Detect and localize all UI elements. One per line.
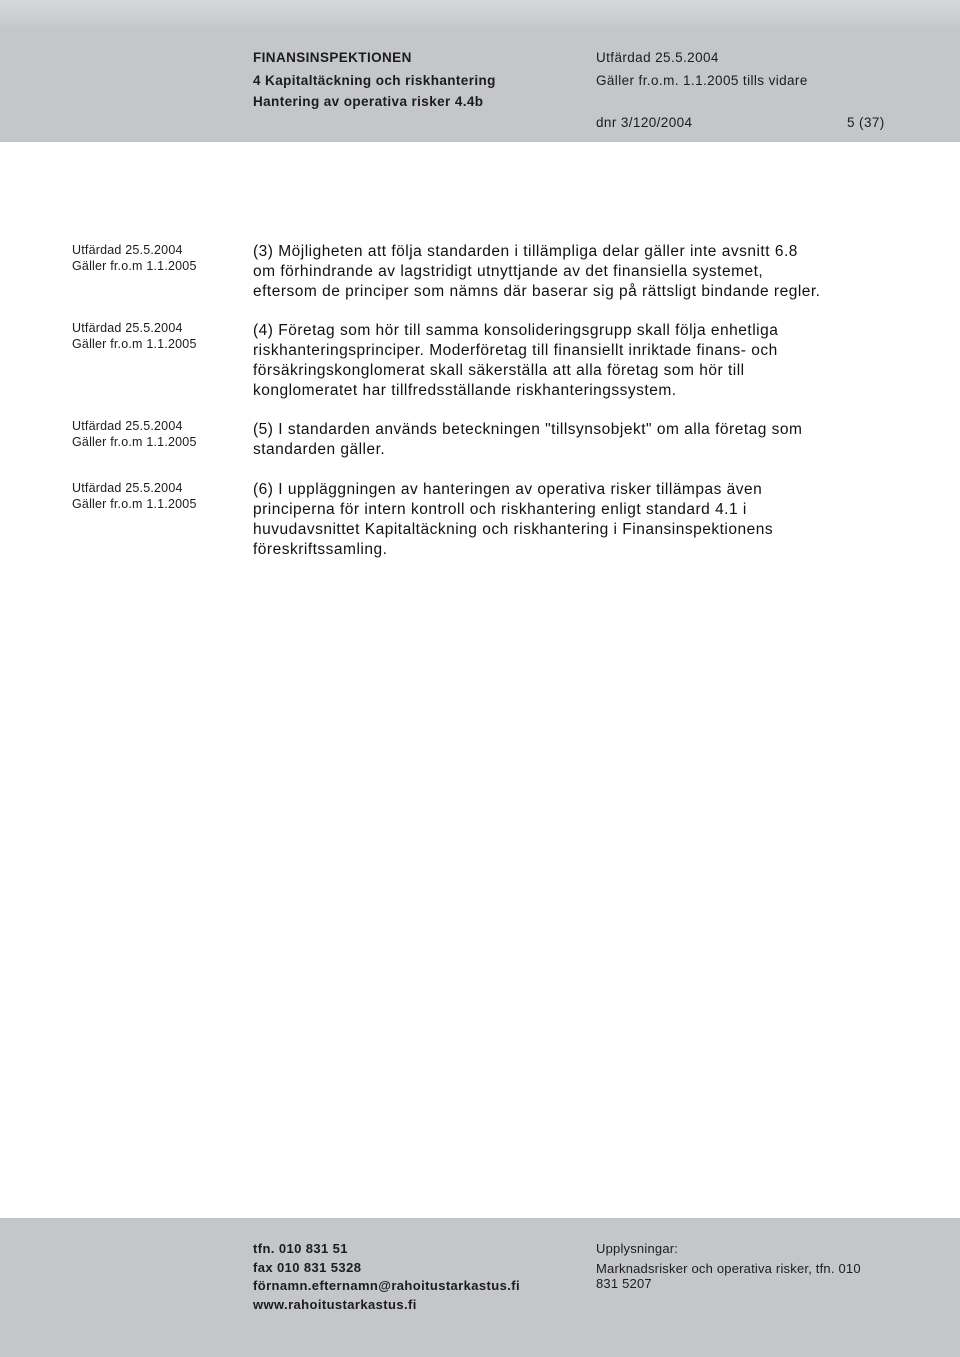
paragraph-6 bbox=[253, 480, 873, 560]
footer-info-label: Upplysningar: bbox=[596, 1241, 679, 1256]
header-org: FINANSINSPEKTIONEN bbox=[253, 50, 412, 65]
paragraph-line: om förhindrande av lagstridigt utnyttjande av det finansiella systemet, bbox=[253, 263, 764, 280]
margin-note bbox=[72, 418, 197, 450]
header-valid: Gäller fr.o.m. 1.1.2005 tills vidare bbox=[596, 73, 808, 88]
margin-note bbox=[72, 242, 197, 274]
margin-note-valid: Gäller fr.o.m 1.1.2005 bbox=[72, 337, 197, 351]
header-issued: Utfärdad 25.5.2004 bbox=[596, 50, 719, 65]
paragraph-line: standarden gäller. bbox=[253, 441, 386, 458]
margin-note-valid: Gäller fr.o.m 1.1.2005 bbox=[72, 435, 197, 449]
paragraph-line: eftersom de principer som nämns där baserar sig på rättsligt bindande regler. bbox=[253, 283, 821, 300]
margin-note-issued: Utfärdad 25.5.2004 bbox=[72, 321, 183, 335]
paragraph-line: huvudavsnittet Kapitaltäckning och riskhantering i Finansinspektionens bbox=[253, 521, 774, 538]
paragraph-line: försäkringskonglomerat skall säkerställa att alla företag som hör till bbox=[253, 362, 745, 379]
paragraph-line: (3) Möjligheten att följa standarden i tillämpliga delar gäller inte avsnitt 6.8 bbox=[253, 243, 798, 260]
page-footer bbox=[0, 1218, 960, 1357]
margin-note bbox=[72, 480, 197, 512]
paragraph-line: konglomeratet har tillfredsställande riskhanteringssystem. bbox=[253, 382, 677, 399]
footer-phone: tfn. 010 831 51 bbox=[253, 1241, 348, 1256]
header-page-number: 5 (37) bbox=[847, 115, 885, 130]
paragraph-3 bbox=[253, 242, 873, 302]
paragraph-line: riskhanteringsprinciper. Moderföretag till finansiellt inriktade finans- och bbox=[253, 342, 778, 359]
footer-info-line: Marknadsrisker och operativa risker, tfn. 010 bbox=[596, 1261, 861, 1276]
footer-fax: fax 010 831 5328 bbox=[253, 1260, 362, 1275]
margin-note-issued: Utfärdad 25.5.2004 bbox=[72, 419, 183, 433]
paragraph-4 bbox=[253, 321, 873, 401]
header-chapter: 4 Kapitaltäckning och riskhantering bbox=[253, 73, 496, 88]
margin-note-issued: Utfärdad 25.5.2004 bbox=[72, 481, 183, 495]
paragraph-line: föreskriftssamling. bbox=[253, 541, 388, 558]
paragraph-line: (6) I uppläggningen av hanteringen av operativa risker tillämpas även bbox=[253, 481, 763, 498]
paragraph-5 bbox=[253, 420, 873, 460]
page-header bbox=[0, 0, 960, 142]
footer-info-line: 831 5207 bbox=[596, 1276, 652, 1291]
paragraph-line: (5) I standarden används beteckningen "tillsynsobjekt" om alla företag som bbox=[253, 421, 803, 438]
footer-email: förnamn.efternamn@rahoitustarkastus.fi bbox=[253, 1278, 520, 1293]
margin-note-valid: Gäller fr.o.m 1.1.2005 bbox=[72, 259, 197, 273]
paragraph-line: (4) Företag som hör till samma konsolideringsgrupp skall följa enhetliga bbox=[253, 322, 779, 339]
margin-note-issued: Utfärdad 25.5.2004 bbox=[72, 243, 183, 257]
margin-note bbox=[72, 320, 197, 352]
paragraph-line: principerna för intern kontroll och riskhantering enligt standard 4.1 i bbox=[253, 501, 747, 518]
header-dnr: dnr 3/120/2004 bbox=[596, 115, 693, 130]
margin-note-valid: Gäller fr.o.m 1.1.2005 bbox=[72, 497, 197, 511]
footer-web: www.rahoitustarkastus.fi bbox=[253, 1297, 417, 1312]
header-section: Hantering av operativa risker 4.4b bbox=[253, 94, 484, 109]
